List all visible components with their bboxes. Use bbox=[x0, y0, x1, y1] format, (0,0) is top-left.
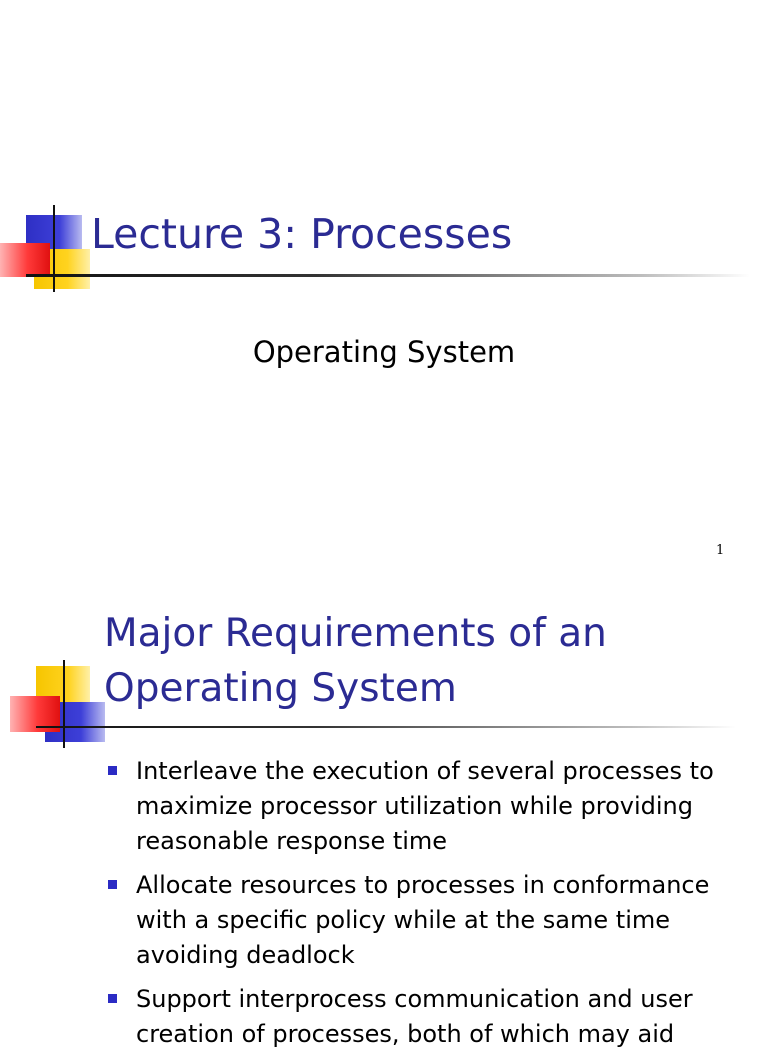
slide-1-subtitle: Operating System bbox=[252, 335, 516, 369]
bullet-item bbox=[108, 754, 758, 859]
slide-1-title: Lecture 3: Processes bbox=[91, 210, 513, 258]
decor-title-underline bbox=[36, 726, 736, 728]
bullet-text: Support interprocess communication and user creation of processes, both of which may aid bbox=[136, 985, 693, 1048]
square-bullet-icon bbox=[108, 880, 117, 889]
slide-2-title-line-1: Major Requirements of an bbox=[104, 611, 607, 656]
decor-vertical-line bbox=[63, 660, 65, 748]
bullet-item bbox=[108, 868, 758, 973]
bullet-list bbox=[108, 754, 758, 1061]
bullet-text: Interleave the execution of several processes to maximize processor utilization while providing reasonable response time bbox=[136, 757, 714, 855]
decor-title-underline bbox=[26, 274, 750, 277]
page-number: 1 bbox=[716, 543, 725, 558]
square-bullet-icon bbox=[108, 766, 117, 775]
bullet-item bbox=[108, 982, 758, 1052]
decor-red-square bbox=[0, 243, 50, 277]
slide-2 bbox=[0, 576, 768, 1048]
decor-vertical-line bbox=[53, 205, 55, 292]
slide-2-title bbox=[104, 606, 754, 716]
slide-2-title-line-2: Operating System bbox=[104, 666, 457, 711]
bullet-text: Allocate resources to processes in conformance with a specific policy while at the same time avoiding deadlock bbox=[136, 871, 710, 969]
square-bullet-icon bbox=[108, 994, 117, 1003]
